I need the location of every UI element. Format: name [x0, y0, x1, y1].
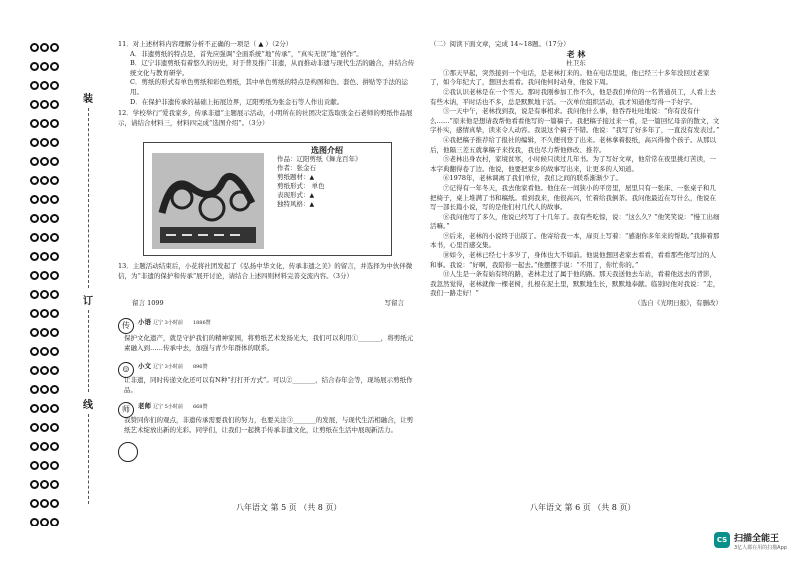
paragraph: ③一天中午，老林找到我，说是有事相求。我问他什么事，他吞吞吐吐地说：“你有没有什么……”原来他是想请我帮他看看他写的一篇稿子。我把稿子接过来一看，是一篇回忆母亲的散文，文字朴实，感情真挚，读来令人动容。我说这个稿子不错。他说：“我写了好多年了，一直没有发表过。”	[430, 107, 720, 135]
binding-ring-icon	[30, 518, 39, 526]
binding-ring-icon	[30, 461, 39, 470]
binding-ring-icon	[30, 271, 39, 280]
binding-ring-icon	[30, 195, 39, 204]
binding-ring-icon	[40, 195, 49, 204]
question-13-block	[118, 262, 418, 281]
intro-title-text: 选图介绍	[311, 145, 343, 155]
binding-ring-icon	[50, 62, 59, 71]
binding-ring-icon	[40, 366, 49, 375]
reading-section-title: （二）阅读下面文章，完成 14~18题。（17分）	[430, 40, 570, 48]
left-page	[118, 40, 418, 128]
binding-ring-icon	[50, 423, 59, 432]
binding-ring-icon	[40, 404, 49, 413]
binding-ring-icon	[30, 290, 39, 299]
binding-ring-icon	[40, 100, 49, 109]
binding-label-zhuang: 装	[83, 94, 93, 105]
right-page	[430, 40, 722, 309]
comment-likes: 668赞	[192, 404, 208, 410]
chat-comment-3-text	[124, 416, 414, 435]
intro-line: 独特风格：▲	[277, 200, 315, 208]
binding-dash-line	[88, 414, 89, 504]
binding-ring-icon	[50, 404, 59, 413]
chat-header	[132, 298, 404, 307]
binding-ring-icon	[50, 518, 59, 526]
question-11: 11．对上述材料内容理解分析不正确的一项是（ ▲ ）（2分）	[118, 40, 293, 48]
camscanner-name: 扫描全能王	[734, 534, 780, 544]
binding-ring-icon	[30, 309, 39, 318]
binding-ring-icon	[30, 214, 39, 223]
binding-dash-line	[88, 310, 89, 392]
binding-ring-icon	[30, 499, 39, 508]
binding-ring-icon	[50, 195, 59, 204]
avatar: ☺	[118, 362, 134, 378]
q11-option-a: A．非遗剪纸的特点是，首先应强调“全面系统”地“传承”，“真实无误”地“创作”。	[130, 49, 363, 58]
binding-ring-icon	[40, 81, 49, 90]
binding-ring-icon	[50, 214, 59, 223]
binding-ring-icon	[50, 309, 59, 318]
binding-label-xian: 线	[83, 400, 93, 411]
binding-ring-icon	[50, 138, 59, 147]
paragraph: ⑨后来，老林的小说终于出版了。他寄给我一本，扉页上写着：“感谢你多年来的帮助。”我捧着那本书，心里百感交集。	[430, 231, 720, 250]
binding-ring-icon	[50, 461, 59, 470]
binding-ring-icon	[40, 138, 49, 147]
left-page-footer: 八年语文 第 5 页 （共 8 页）	[236, 503, 342, 512]
question-12: 12．学校举行“爱我家乡，传承非遗”主题展示活动，小明所在的社团决定选取张金石老师的剪纸作品展示，请结合材料三，材料四完成“选图介绍”。（3分）	[118, 109, 413, 127]
binding-ring-icon	[50, 252, 59, 261]
binding-ring-icon	[40, 176, 49, 185]
binding-ring-icon	[30, 233, 39, 242]
binding-ring-icon	[40, 252, 49, 261]
chat-comment-1	[138, 318, 408, 329]
chat-comment-2	[138, 362, 408, 373]
question-13: 13．主题活动结束后，小花将社团发起了《弘扬中华文化，传承非遗之美》的留言，并选择为中伙伴微信，为“非遗的保护和传承”展开讨论，请结合上述四则材料完善交流内容。（3分）	[118, 262, 413, 280]
article-source: （选自《光明日报》，有删改）	[634, 299, 722, 308]
binding-label-ding: 订	[83, 296, 93, 307]
binding-ring-icon	[50, 442, 59, 451]
binding-ring-icon	[50, 385, 59, 394]
comment-text: 保护文化遗产，就是守护我们的精神家园，将剪纸艺术发扬光大，我们可以利用①_______，将剪纸元素融入到……传承中去，加强与青少年群体的联系。	[124, 334, 414, 352]
binding-ring-icon	[50, 366, 59, 375]
binding-ring-icon	[40, 480, 49, 489]
paragraph: ⑥1978年，老林调离了我们单位，我们之间的联系渐渐少了。	[443, 174, 623, 183]
comment-meta: 辽宁 3小时前	[153, 320, 183, 326]
binding-pattern	[30, 36, 60, 526]
q11-option-b: B．辽宁非遗剪纸有着悠久的历史，对于普及推广非遗，从而推动非遗与现代生活的融合，并结合传统文化与教育研学。	[130, 59, 415, 77]
intro-line: 作品：辽阳剪纸《舞龙百年》	[277, 155, 362, 163]
comment-meta: 辽宁 3小时前	[153, 364, 183, 370]
stamp-icon	[118, 442, 138, 462]
binding-ring-icon	[40, 499, 49, 508]
paragraph: ⑩如今，老林已经七十多岁了，身体也大不如前。他说他想回老家去看看，看看那些他写过的人和事。我说：“好啊，我陪你一起去。”他摆摆手说：“不用了，你忙你的。”	[430, 251, 716, 269]
binding-ring-icon	[40, 157, 49, 166]
paper-cut-figure	[143, 142, 392, 256]
paragraph: ④我把稿子推荐给了报社的编辑，不久便刊登了出来。老林拿着报纸，高兴得像个孩子。从那以后，他隔三差五就拿稿子来找我，我也尽力帮他修改、推荐。	[430, 135, 716, 154]
binding-ring-icon	[30, 81, 39, 90]
chat-comment-3	[138, 402, 408, 413]
binding-ring-icon	[40, 347, 49, 356]
binding-ring-icon	[40, 233, 49, 242]
intro-line: 剪纸形式： 单色	[277, 182, 325, 190]
avatar: 师	[118, 402, 134, 418]
dragon-papercut-icon	[152, 153, 264, 249]
binding-ring-icon	[30, 119, 39, 128]
q11-option-c: C．剪纸的形式有单色剪纸和彩色剪纸，其中单色剪纸的特点是构图和色、套色、拼贴等手法的运用。	[130, 78, 408, 96]
binding-ring-icon	[30, 442, 39, 451]
binding-ring-icon	[40, 119, 49, 128]
right-page-footer: 八年语文 第 6 页 （共 8 页）	[530, 503, 636, 512]
binding-ring-icon	[50, 119, 59, 128]
binding-ring-icon	[50, 100, 59, 109]
binding-ring-icon	[40, 271, 49, 280]
commenter-name: 小文	[138, 362, 151, 370]
intro-line: 作者：张金石	[277, 164, 316, 172]
comment-meta: 辽宁 5小时前	[153, 404, 183, 410]
binding-ring-icon	[30, 138, 39, 147]
binding-ring-icon	[30, 43, 39, 52]
binding-ring-icon	[40, 518, 49, 526]
binding-ring-icon	[50, 290, 59, 299]
binding-ring-icon	[50, 499, 59, 508]
binding-ring-icon	[30, 252, 39, 261]
chat-comment-1-text	[124, 334, 414, 353]
binding-ring-icon	[40, 290, 49, 299]
binding-ring-icon	[40, 309, 49, 318]
binding-ring-icon	[50, 43, 59, 52]
binding-ring-icon	[30, 62, 39, 71]
binding-ring-icon	[40, 423, 49, 432]
binding-ring-icon	[40, 43, 49, 52]
avatar: 传	[118, 318, 134, 334]
paragraph: ⑤老林出身农村，家境贫寒，小时候只读过几年书。为了写好文章，他常常在夜里挑灯苦读，一本字典翻得卷了边。他说，他要把家乡的故事写出来，让更多的人知道。	[430, 155, 716, 173]
binding-ring-icon	[50, 81, 59, 90]
chat-comment-2-text	[124, 376, 414, 395]
binding-ring-icon	[30, 366, 39, 375]
binding-ring-icon	[30, 347, 39, 356]
selection-intro-card	[277, 145, 377, 209]
binding-ring-icon	[40, 62, 49, 71]
article-author: 杜卫东	[566, 59, 586, 68]
binding-ring-icon	[50, 347, 59, 356]
binding-ring-icon	[50, 176, 59, 185]
intro-line: 表现形式：▲	[277, 191, 315, 199]
binding-dash-line	[88, 108, 89, 288]
paragraph: ①那天早起，突然接到一个电话，是老林打来的。他在电话里说，他已经三十多年没回过老家了，如今年纪大了，想回去看看。我问他何时动身，他说下周。	[430, 68, 710, 87]
binding-ring-icon	[40, 328, 49, 337]
commenter-name: 老师	[138, 402, 151, 410]
binding-ring-icon	[50, 157, 59, 166]
camscanner-tagline: 3亿人都在用的扫描App	[734, 545, 787, 551]
binding-ring-icon	[40, 214, 49, 223]
binding-ring-icon	[30, 100, 39, 109]
paragraph: ⑧我问他写了多久，他说已经写了十几年了。我有些吃惊，说：“这么久？”他笑笑说：“慢工出细活嘛。”	[430, 212, 720, 231]
commenter-name: 小语	[138, 318, 151, 326]
comment-likes: 896赞	[192, 364, 208, 370]
comment-count: 留言 1099	[132, 299, 164, 307]
paragraph: ②我认识老林是在一个雪天。那时我刚参加工作不久，他是我们单位的一名普通员工，人看上去有些木讷，平时话也不多，总是默默地干活。一次单位组织活动，我才知道他写得一手好字。	[430, 87, 716, 106]
comment-text: 我赞同你们的观点，非遗传承需要我们的努力，也要关注③_______的发展，与现代生活相融合，让剪纸艺术绽放出新的光彩。同学们，让我们一起携手传承非遗文化，让剪纸在生活中展现新活力。	[124, 416, 414, 434]
paragraph: ⑪人生是一条有始有终的路，老林走过了属于他的路。那天我送他去车站，看着他远去的背影，我忽然觉得，老林就像一棵老树，扎根在泥土里，默默地生长，默默地奉献。临别时他对我说：“走，我们一路走好！”	[430, 270, 720, 298]
article-title: 老 林	[566, 48, 586, 59]
binding-ring-icon	[30, 404, 39, 413]
binding-ring-icon	[30, 480, 39, 489]
paragraph: ⑦记得有一年冬天，我去他家看他。他住在一间狭小的平房里，屋里只有一张床、一张桌子和几把椅子，桌上堆满了书和稿纸。看到我来，他很高兴，忙着给我倒茶。我问他最近在写什么，他说在写一部长篇小说，写的是他们村几代人的故事。	[430, 183, 716, 212]
binding-ring-icon	[40, 442, 49, 451]
binding-ring-icon	[30, 176, 39, 185]
intro-line: 剪纸题材：▲	[277, 173, 315, 181]
binding-ring-icon	[40, 461, 49, 470]
binding-ring-icon	[50, 271, 59, 280]
binding-ring-icon	[50, 328, 59, 337]
binding-ring-icon	[40, 385, 49, 394]
binding-ring-icon	[30, 328, 39, 337]
binding-ring-icon	[50, 233, 59, 242]
binding-ring-icon	[30, 423, 39, 432]
comment-likes: 1886赞	[192, 320, 211, 326]
camscanner-logo-icon: CS	[714, 532, 730, 548]
binding-ring-icon	[30, 385, 39, 394]
paper-cut-image	[152, 153, 264, 249]
comment-text: 让非遗，同时传递文化还可以有N种“打打开方式”。可以②_______，结合春年会等，现场展示剪纸作品。	[124, 376, 413, 394]
binding-ring-icon	[30, 157, 39, 166]
q11-option-d: D．在保护非遗传承的基础上拓展边界，辽阳剪纸为张金石等人作出贡献。	[130, 97, 344, 106]
binding-ring-icon	[50, 480, 59, 489]
write-comment-button[interactable]: 写留言	[384, 299, 404, 307]
